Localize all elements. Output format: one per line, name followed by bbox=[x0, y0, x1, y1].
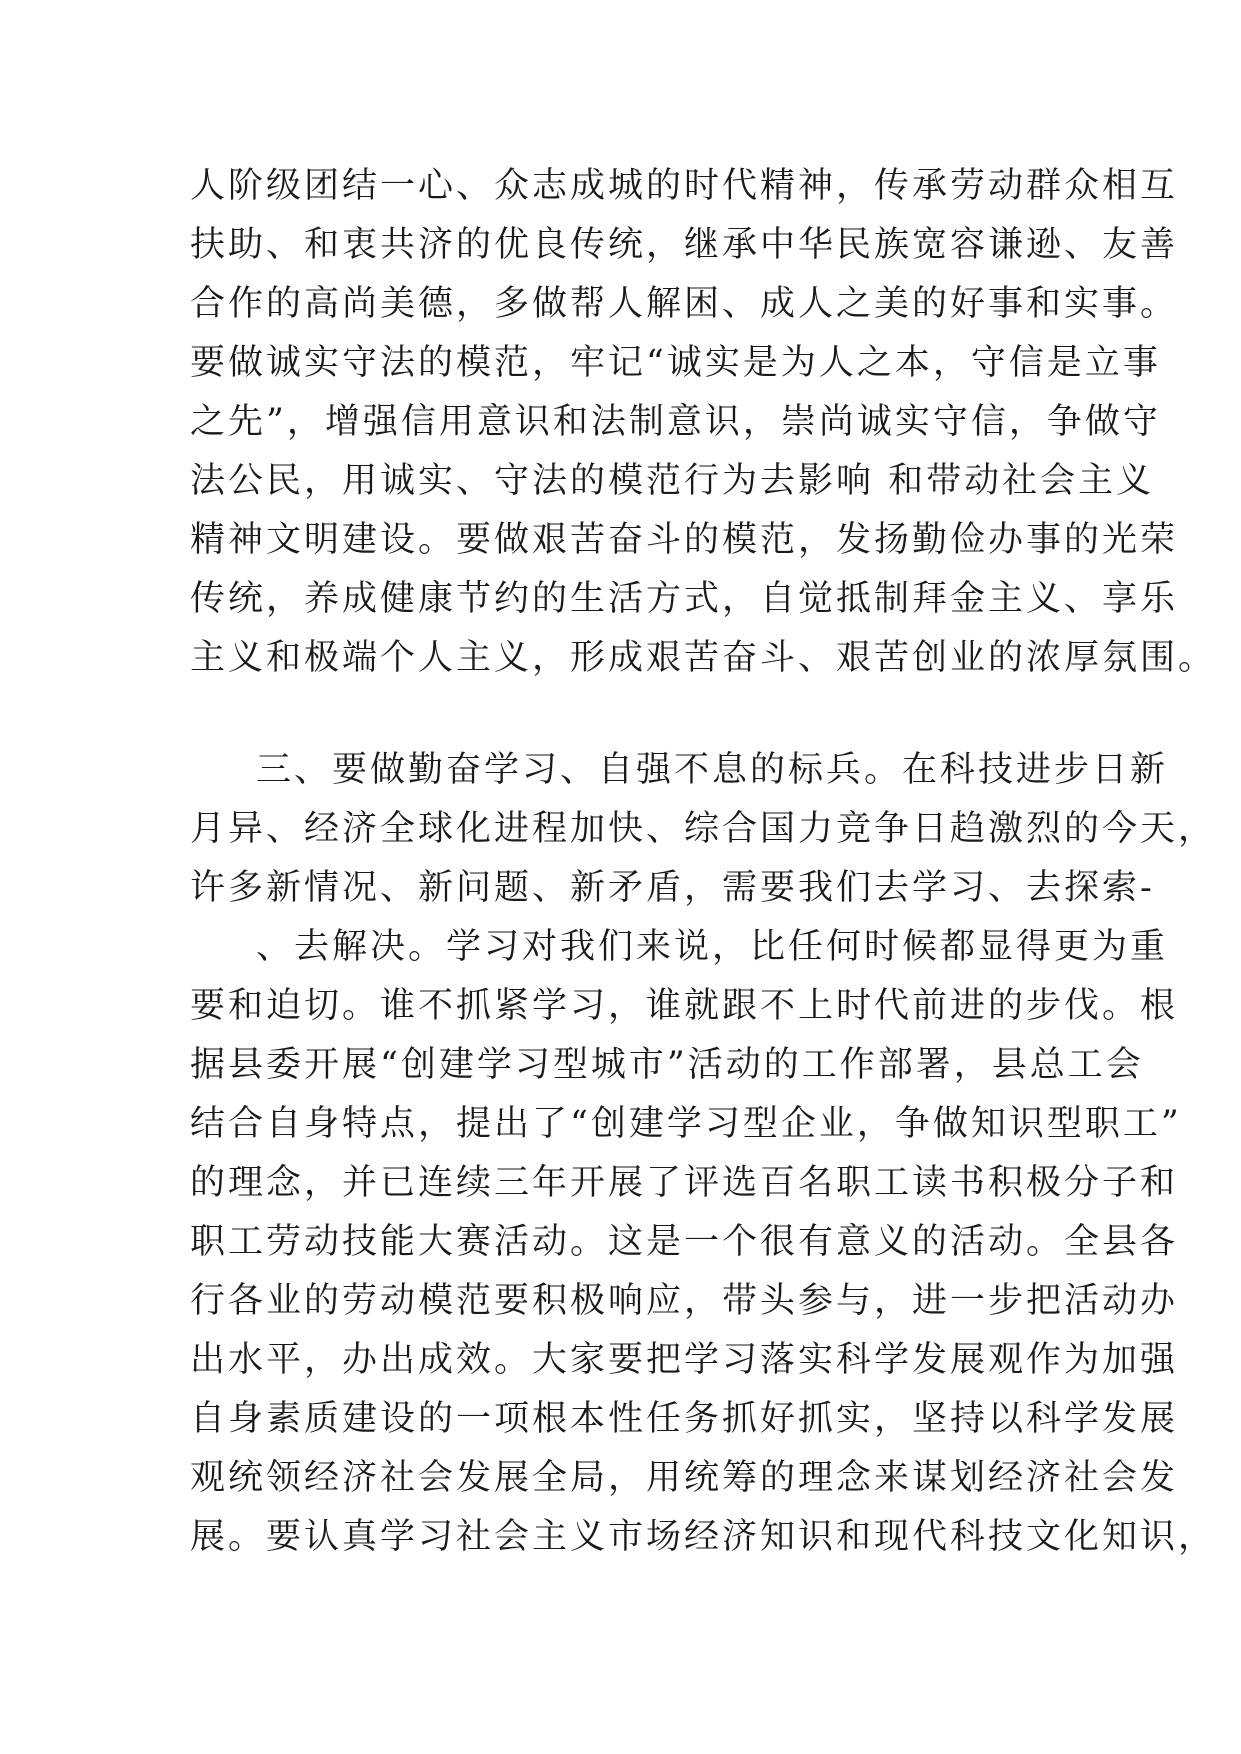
text-line: 行各业的劳动模范要积极响应，带头参与，进一步把活动办 bbox=[190, 1281, 1179, 1321]
text-line: 三、要做勤奋学习、自强不息的标兵。在科技进步日新 bbox=[256, 750, 1169, 790]
text-line: 要做诚实守法的模范，牢记“诚实是为人之本，守信是立事 bbox=[190, 343, 1161, 383]
text-line: 的理念，并已连续三年开展了评选百名职工读书积极分子和 bbox=[190, 1163, 1179, 1203]
text-line: 观统领经济社会发展全局，用统筹的理念来谋划经济社会发 bbox=[190, 1458, 1179, 1498]
text-line: 要和迫切。谁不抓紧学习，谁就跟不上时代前进的步伐。根 bbox=[190, 986, 1179, 1026]
text-line: 月异、经济全球化进程加快、综合国力竞争日趋激烈的今天， bbox=[190, 809, 1217, 849]
text-line: 出水平，办出成效。大家要把学习落实科学发展观作为加强 bbox=[190, 1340, 1179, 1380]
text-line: 结合自身特点，提出了“创建学习型企业，争做知识型职工” bbox=[190, 1104, 1182, 1144]
paragraph-1 bbox=[190, 157, 1217, 688]
text-line: 法公民，用诚实、守法的模范行为去影响 和带动社会主义 bbox=[190, 461, 1155, 501]
text-line: 据县委开展“创建学习型城市”活动的工作部署，县总工会 bbox=[190, 1045, 1144, 1085]
paragraph-2 bbox=[190, 741, 1217, 1567]
text-line: 扶助、和衷共济的优良传统，继承中华民族宽容谦逊、友善 bbox=[190, 225, 1179, 265]
text-line: 自身素质建设的一项根本性任务抓好抓实，坚持以科学发展 bbox=[190, 1399, 1179, 1439]
text-line: 展。要认真学习社会主义市场经济知识和现代科技文化知识， bbox=[190, 1517, 1217, 1557]
text-line: 人阶级团结一心、众志成城的时代精神，传承劳动群众相互 bbox=[190, 166, 1179, 206]
text-line: 主义和极端个人主义，形成艰苦奋斗、艰苦创业的浓厚氛围。 bbox=[190, 638, 1217, 678]
text-line: 职工劳动技能大赛活动。这是一个很有意义的活动。全县各 bbox=[190, 1222, 1179, 1262]
text-line: 之先”，增强信用意识和法制意识，崇尚诚实守信，争做守 bbox=[190, 402, 1161, 442]
text-line: 传统，养成健康节约的生活方式，自觉抵制拜金主义、享乐 bbox=[190, 579, 1179, 619]
text-line: 精神文明建设。要做艰苦奋斗的模范，发扬勤俭办事的光荣 bbox=[190, 520, 1179, 560]
text-line: 许多新情况、新问题、新矛盾，需要我们去学习、去探索- bbox=[190, 868, 1155, 908]
text-line: 、去解决。学习对我们来说，比任何时候都显得更为重 bbox=[256, 927, 1169, 967]
text-line: 合作的高尚美德，多做帮人解困、成人之美的好事和实事。 bbox=[190, 284, 1179, 324]
